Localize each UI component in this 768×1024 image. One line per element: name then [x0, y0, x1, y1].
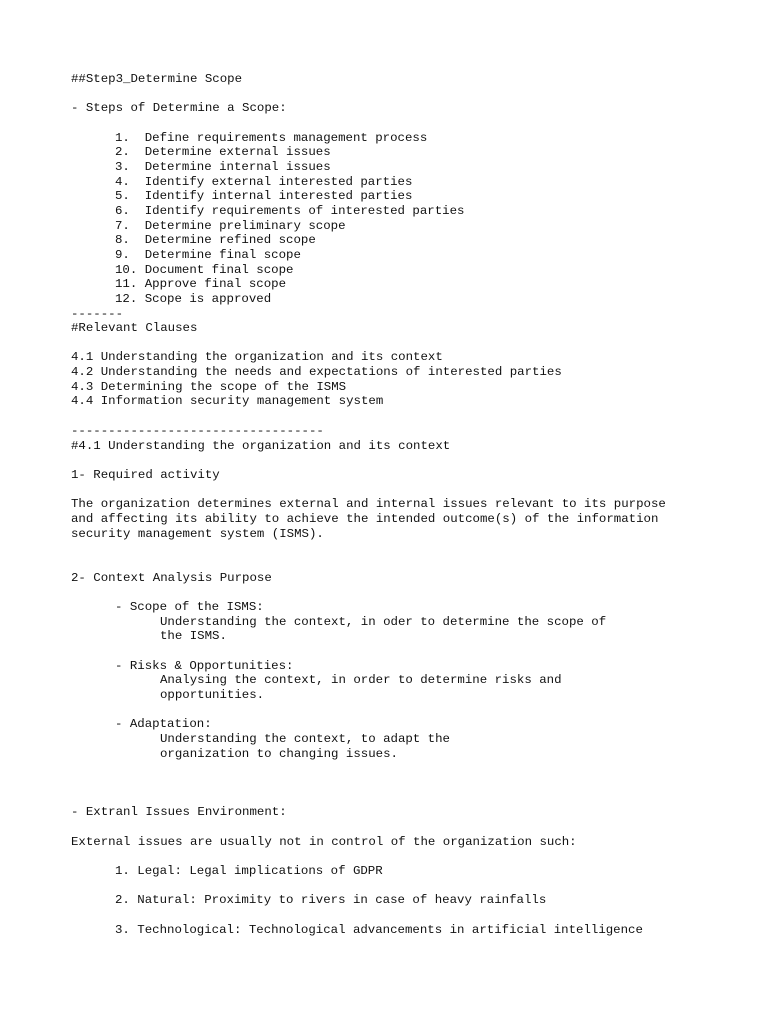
list-item: 6. Identify requirements of interested parties [115, 204, 465, 218]
external-intro: External issues are usually not in control of the organization such: [71, 835, 577, 849]
required-activity-label: 1- Required activity [71, 468, 220, 482]
list-item: 3. Determine internal issues [115, 160, 331, 174]
context-purpose-label: 2- Context Analysis Purpose [71, 571, 272, 585]
document-heading: ##Step3_Determine Scope [71, 72, 243, 86]
purpose-line: opportunities. [160, 688, 265, 702]
list-item: 5. Identify internal interested parties [115, 189, 413, 203]
purpose-line: Understanding the context, to adapt the [160, 732, 450, 746]
section-heading: #4.1 Understanding the organization and its context [71, 439, 451, 453]
list-item: 1. Legal: Legal implications of GDPR [115, 864, 383, 878]
list-item: 12. Scope is approved [115, 292, 272, 306]
list-item: 9. Determine final scope [115, 248, 301, 262]
list-item: 10. Document final scope [115, 263, 294, 277]
list-item: 2. Natural: Proximity to rivers in case of heavy rainfalls [115, 893, 547, 907]
purpose-title: - Adaptation: [115, 717, 212, 731]
list-item: 7. Determine preliminary scope [115, 219, 346, 233]
paragraph-line: and affecting its ability to achieve the intended outcome(s) of the information [71, 512, 659, 526]
list-item: 1. Define requirements management process [115, 131, 428, 145]
list-item: 2. Determine external issues [115, 145, 331, 159]
list-item: 4.3 Determining the scope of the ISMS [71, 380, 347, 394]
clauses-heading: #Relevant Clauses [71, 321, 198, 335]
paragraph-line: security management system (ISMS). [71, 527, 324, 541]
list-item: 4.2 Understanding the needs and expectations of interested parties [71, 365, 562, 379]
list-item: 3. Technological: Technological advancements in artificial intelligence [115, 923, 643, 937]
list-item: 4.1 Understanding the organization and its context [71, 350, 443, 364]
steps-intro: - Steps of Determine a Scope: [71, 101, 287, 115]
paragraph-line: The organization determines external and internal issues relevant to its purpose [71, 497, 666, 511]
divider-short: ------- [71, 307, 124, 321]
external-heading: - Extranl Issues Environment: [71, 805, 287, 819]
purpose-line: the ISMS. [160, 629, 227, 643]
list-item: 8. Determine refined scope [115, 233, 316, 247]
list-item: 11. Approve final scope [115, 277, 287, 291]
purpose-line: Analysing the context, in order to determine risks and [160, 673, 562, 687]
purpose-line: organization to changing issues. [160, 747, 398, 761]
purpose-title: - Scope of the ISMS: [115, 600, 264, 614]
list-item: 4.4 Information security management system [71, 394, 384, 408]
purpose-line: Understanding the context, in oder to determine the scope of [160, 615, 607, 629]
list-item: 4. Identify external interested parties [115, 175, 413, 189]
divider-long: ---------------------------------- [71, 424, 324, 438]
purpose-title: - Risks & Opportunities: [115, 659, 294, 673]
